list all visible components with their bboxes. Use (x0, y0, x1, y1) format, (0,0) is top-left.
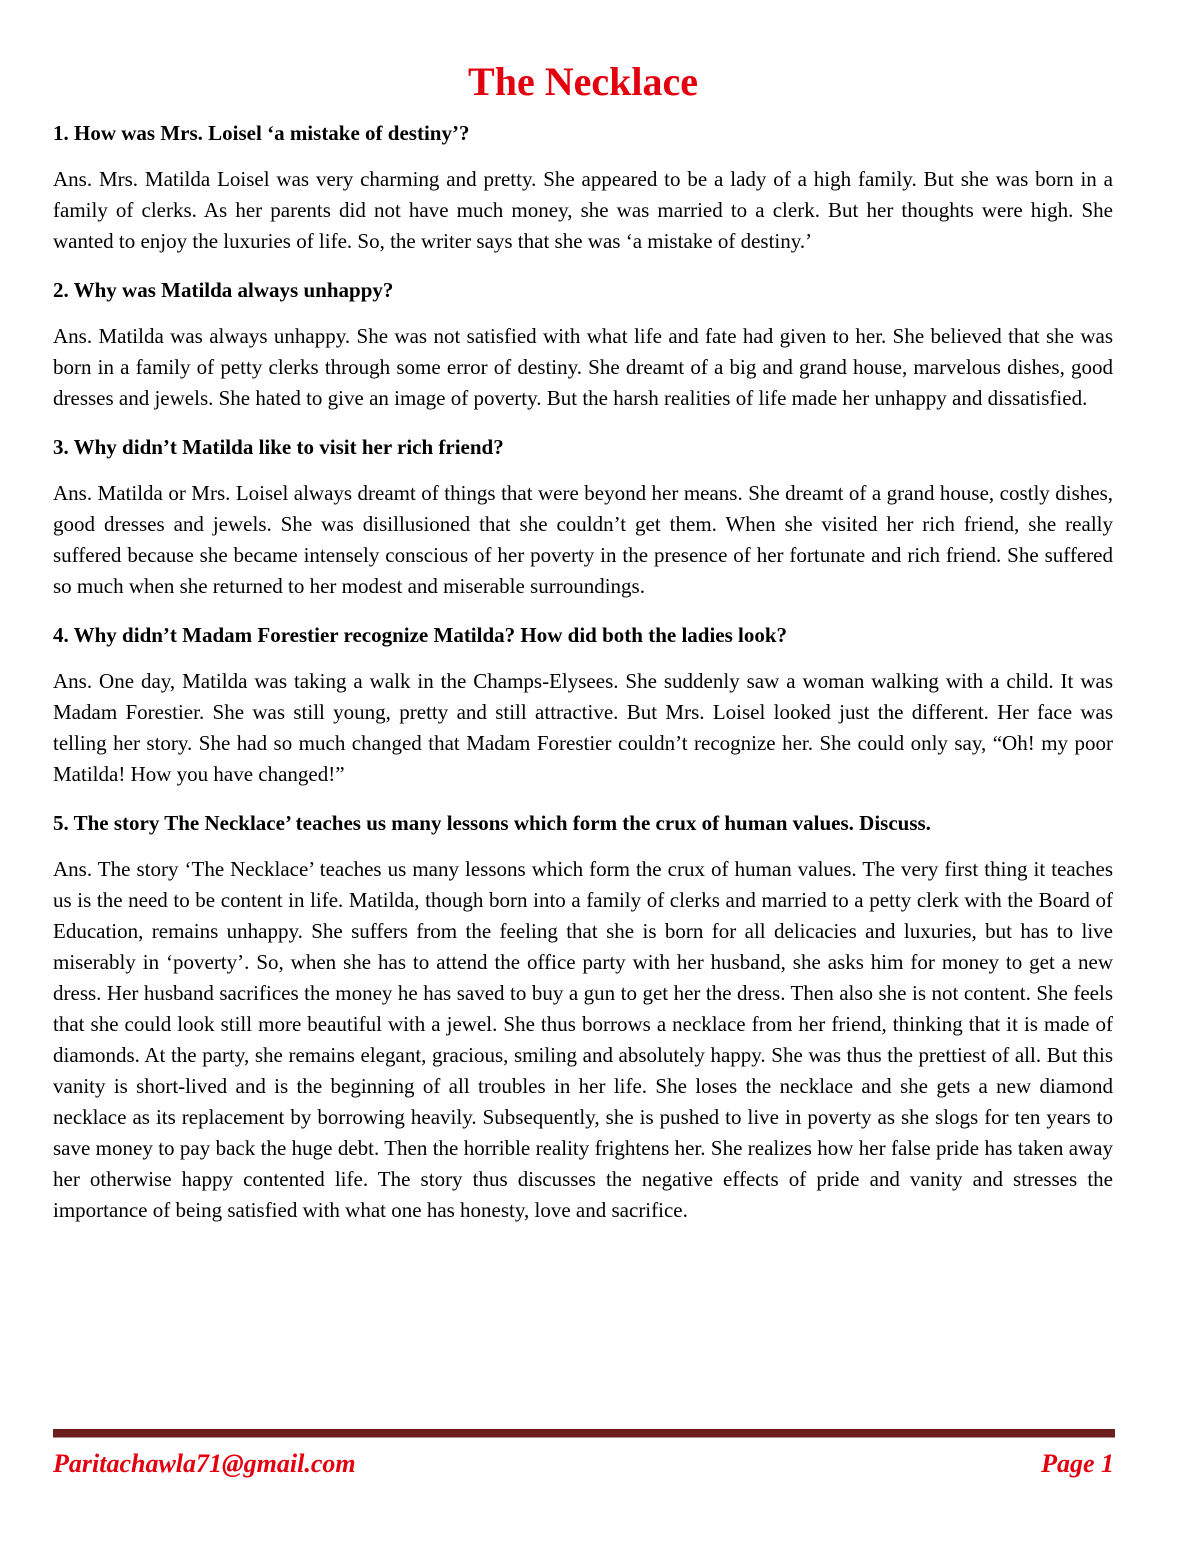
footer-divider (53, 1429, 1115, 1438)
answer-2: Ans. Matilda was always unhappy. She was not satisfied with what life and fate had given to her. She believed that she was born in a family of petty clerks through some error of destiny. She dreamt of a big and grand house, marvelous dishes, good dresses and jewels. She hated to give an image of poverty. But the harsh realities of life made her unhappy and dissatisfied. (53, 324, 1113, 410)
page-number: Page 1 (1041, 1449, 1114, 1478)
qa-item-1 (53, 120, 1113, 257)
answer-5: Ans. The story ‘The Necklace’ teaches us many lessons which form the crux of human values. The very first thing it teaches us is the need to be content in life. Matilda, though born into a family of clerks and married to a petty clerk with the Board of Education, remains unhappy. She suffers from the feeling that she is born for all delicacies and luxuries, but has to live miserably in ‘poverty’. So, when she has to attend the office party with her husband, she asks him for money to get a new dress. Her husband sacrifices the money he has saved to buy a gun to get her the dress. Then also she is not content. She feels that she could look still more beautiful with a jewel. She thus borrows a necklace from her friend, thinking that it is made of diamonds. At the party, she remains elegant, gracious, smiling and absolutely happy. She was thus the prettiest of all. But this vanity is short-lived and is the beginning of all troubles in her life. She loses the necklace and she gets a new diamond necklace as its replacement by borrowing heavily. Subsequently, she is pushed to live in poverty as she slogs for ten years to save money to pay back the huge debt. Then the horrible reality frightens her. She realizes how her false pride has taken away her otherwise happy contented life. The story thus discusses the negative effects of pride and vanity and stresses the importance of being satisfied with what one has honesty, love and sacrifice. (53, 857, 1113, 1222)
footer-email: Paritachawla71@gmail.com (53, 1449, 356, 1478)
page-title: The Necklace (468, 59, 698, 104)
question-3: 3. Why didn’t Matilda like to visit her rich friend? (53, 435, 504, 459)
qa-item-2 (53, 277, 1113, 414)
qa-list (53, 120, 1113, 1246)
question-2: 2. Why was Matilda always unhappy? (53, 278, 394, 302)
answer-1: Ans. Mrs. Matilda Loisel was very charming and pretty. She appeared to be a lady of a high family. But she was born in a family of clerks. As her parents did not have much money, she was married to a clerk. But her thoughts were high. She wanted to enjoy the luxuries of life. So, the writer says that she was ‘a mistake of destiny.’ (53, 167, 1113, 253)
question-1: 1. How was Mrs. Loisel ‘a mistake of destiny’? (53, 121, 470, 145)
qa-item-3 (53, 434, 1113, 602)
question-4: 4. Why didn’t Madam Forestier recognize Matilda? How did both the ladies look? (53, 623, 788, 647)
answer-4: Ans. One day, Matilda was taking a walk in the Champs-Elysees. She suddenly saw a woman walking with a child. It was Madam Forestier. She was still young, pretty and still attractive. But Mrs. Loisel looked just the different. Her face was telling her story. She had so much changed that Madam Forestier couldn’t recognize her. She could only say, “Oh! my poor Matilda! How you have changed!” (53, 669, 1113, 786)
qa-item-5 (53, 810, 1113, 1226)
qa-item-4 (53, 622, 1113, 790)
answer-3: Ans. Matilda or Mrs. Loisel always dreamt of things that were beyond her means. She dreamt of a grand house, costly dishes, good dresses and jewels. She was disillusioned that she couldn’t get them. When she visited her rich friend, she really suffered because she became intensely conscious of her poverty in the presence of her fortunate and rich friend. She suffered so much when she returned to her modest and miserable surroundings. (53, 481, 1113, 598)
question-5: 5. The story The Necklace’ teaches us many lessons which form the crux of human values. Discuss. (53, 811, 931, 835)
